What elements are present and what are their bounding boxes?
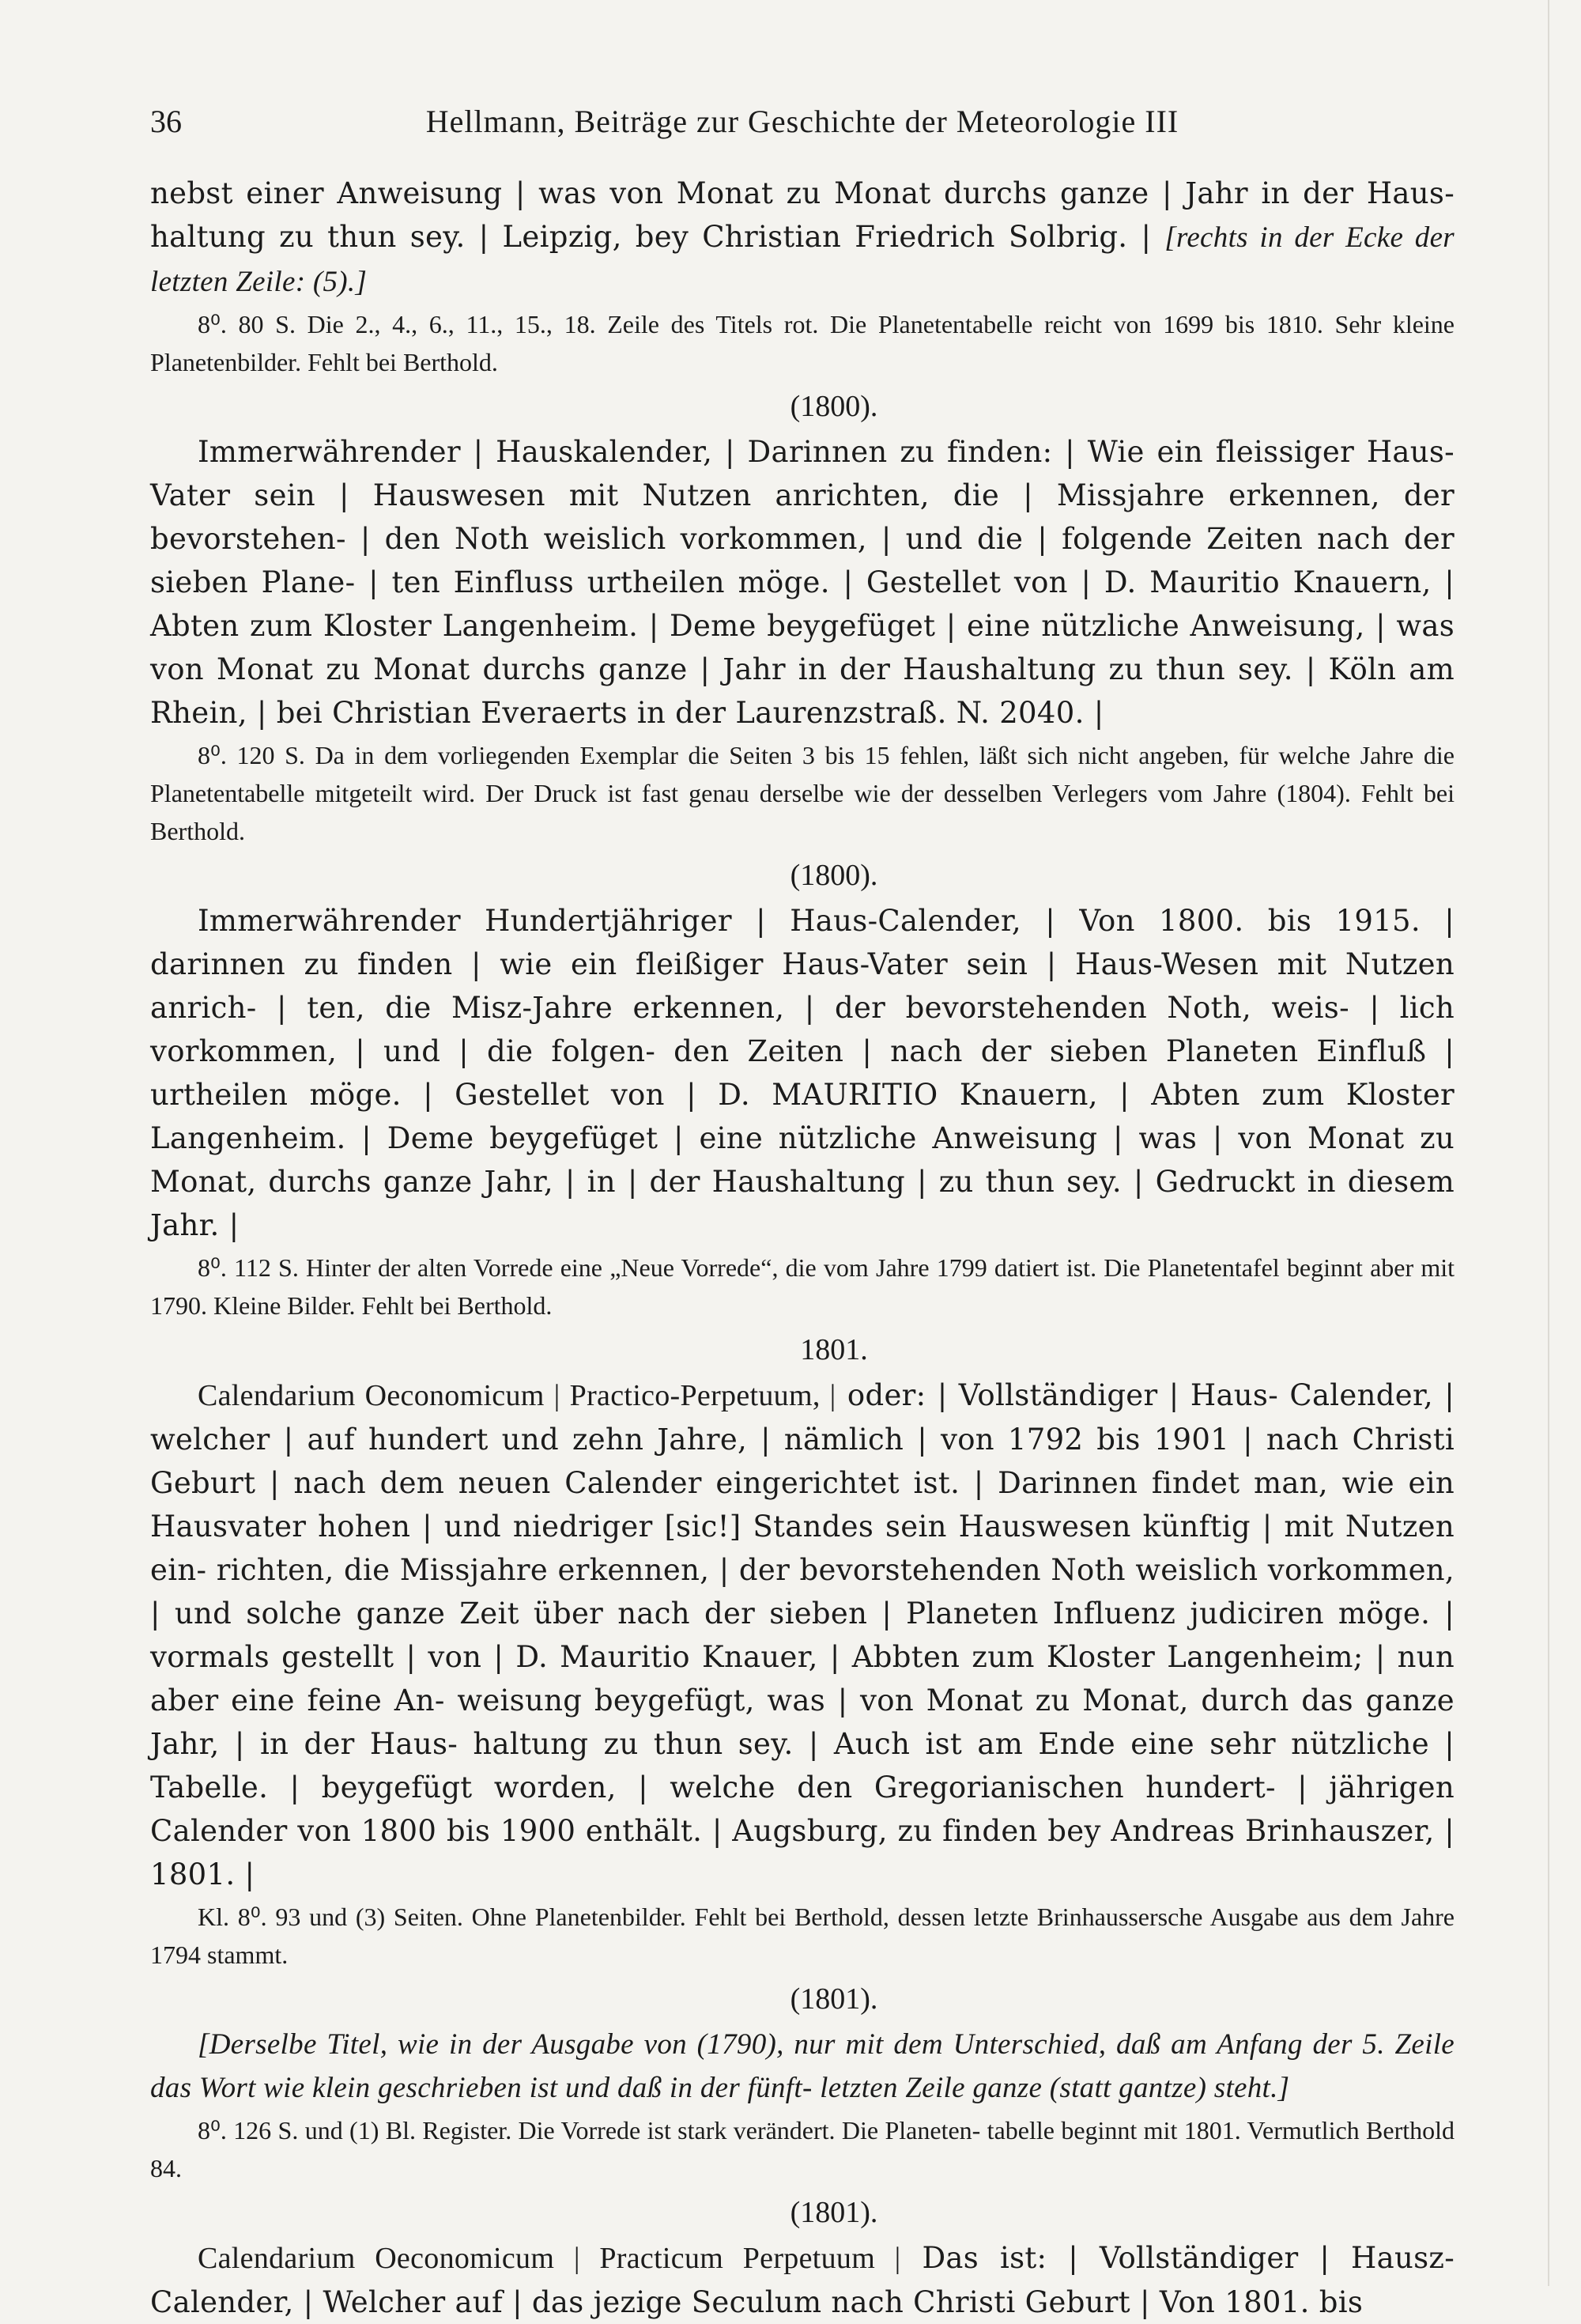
year-heading: (1801).: [790, 2196, 878, 2229]
title-entry: Immerwährender Hundertjähriger | Haus-Calender, | Von 1800. bis 1915. | darinnen zu finden | wie ein fleißiger Haus-Vater sein | Haus-Wesen mit Nutzen anrich- | ten, die Misz-Jahre erkennen, | der bevorstehenden Noth, weis- | lich vorkommen, | und | die folgen- den Zeiten | nach der sieben Planeten Einfluß | urtheilen möge. | Gestellet von | D. MAURITIO Knauern, | Abten zum Kloster Langenheim. | Deme beygefüget | eine nützliche Anweisung | was | von Monat zu Monat, durchs ganze Jahr, | in | der Haushaltung | zu thun sey. | Gedruckt in diesem Jahr. |: [150, 904, 1455, 1242]
entry-continuation: nebst einer Anweisung | was von Monat zu Monat durchs ganze | Jahr in der Haus- haltung zu thun sey. | Leipzig, bey Christian Friedrich Solbrig. | [rechts in der Ecke der letzten Zeile: (5).]: [150, 176, 1455, 298]
document-page: [150, 103, 1455, 2324]
editor-note: [rechts in der Ecke der letzten Zeile: (5).]: [150, 221, 1455, 298]
bibliographic-note: 8⁰. 80 S. Die 2., 4., 6., 11., 15., 18. Zeile des Titels rot. Die Planetentabelle reicht von 1699 bis 1810. Sehr kleine Planetenbilder. Fehlt bei Berthold.: [150, 310, 1455, 376]
year-heading: 1801.: [800, 1333, 868, 1366]
bibliographic-note: 8⁰. 120 S. Da in dem vorliegenden Exemplar die Seiten 3 bis 15 fehlen, läßt sich nicht angeben, für welche Jahre die Planetentabelle mitgeteilt wird. Der Druck ist fast genau derselbe wie der desselben Verlegers vom Jahre (1804). Fehlt bei Berthold.: [150, 741, 1455, 845]
italic-entry: [Derselbe Titel, wie in der Ausgabe von (1790), nur mit dem Unterschied, daß am Anfang der 5. Zeile das Wort wie klein geschrieben ist und daß in der fünft- letzten Zeile ganze (statt gantze) steht.]: [150, 2028, 1455, 2104]
page-edge: [1548, 0, 1549, 2286]
page-number: 36: [150, 104, 182, 139]
bibliographic-note: 8⁰. 126 S. und (1) Bl. Register. Die Vorrede ist stark verändert. Die Planeten- tabelle beginnt mit 1801. Vermutlich Berthold 84.: [150, 2116, 1455, 2182]
year-heading: (1800).: [790, 390, 878, 423]
running-title: Hellmann, Beiträge zur Geschichte der Meteorologie III: [425, 104, 1179, 139]
title-entry: Calendarium Oeconomicum | Practicum Perpetuum | Das ist: | Vollständiger | Hausz-Calender, | Welcher auf | das jezige Seculum nach Christi Geburt | Von 1801. bis: [150, 2241, 1455, 2319]
year-heading: (1800).: [790, 859, 878, 892]
title-entry: Immerwährender | Hauskalender, | Darinnen zu finden: | Wie ein fleissiger Haus-Vater sein | Hauswesen mit Nutzen anrichten, die | Missjahre erkennen, der bevorstehen- | den Noth weislich vorkommen, | und die | folgende Zeiten nach der sieben Plane- | ten Einfluss urtheilen möge. | Gestellet von | D. Mauritio Knauern, | Abten zum Kloster Langenheim. | Deme beygefüget | eine nützliche Anweisung, | was von Monat zu Monat durchs ganze | Jahr in der Haushaltung zu thun sey. | Köln am Rhein, | bei Christian Everaerts in der Laurenzstraß. N. 2040. |: [150, 435, 1455, 730]
latin-title: Calendarium Oeconomicum | Practicum Perpetuum |: [198, 2242, 901, 2275]
latin-title: Calendarium Oeconomicum | Practico-Perpetuum, |: [198, 1379, 836, 1412]
title-entry: Calendarium Oeconomicum | Practico-Perpetuum, | oder: | Vollständiger | Haus- Calender, | welcher | auf hundert und zehn Jahre, | nämlich | von 1792 bis 1901 | nach Christi Geburt | nach dem neuen Calender eingerichtet ist. | Darinnen findet man, wie ein Hausvater hohen | und niedriger [sic!] Standes sein Hauswesen künftig | mit Nutzen ein- richten, die Missjahre erkennen, | der bevorstehenden Noth weislich vorkommen, | und solche ganze Zeit über nach der sieben | Planeten Influenz judiciren möge. | vormals gestellt | von | D. Mauritio Knauer, | Abbten zum Kloster Langenheim; | nun aber eine feine An- weisung beygefügt, was | von Monat zu Monat, durch das ganze Jahr, | in der Haus- haltung zu thun sey. | Auch ist am Ende eine sehr nützliche | Tabelle. | beygefügt worden, | welche den Gregorianischen hundert- | jährigen Calender von 1800 bis 1900 enthält. | Augsburg, zu finden bey Andreas Brinhauszer, | 1801. |: [150, 1378, 1455, 1891]
bibliographic-note: Kl. 8⁰. 93 und (3) Seiten. Ohne Planetenbilder. Fehlt bei Berthold, dessen letzte Brinhaussersche Ausgabe aus dem Jahre 1794 stammt.: [150, 1903, 1455, 1969]
bibliographic-note: 8⁰. 112 S. Hinter der alten Vorrede eine „Neue Vorrede“, die vom Jahre 1799 datiert ist. Die Planetentafel beginnt aber mit 1790. Kleine Bilder. Fehlt bei Berthold.: [150, 1253, 1455, 1320]
year-heading: (1801).: [790, 1982, 878, 2016]
running-header: [150, 103, 1455, 140]
